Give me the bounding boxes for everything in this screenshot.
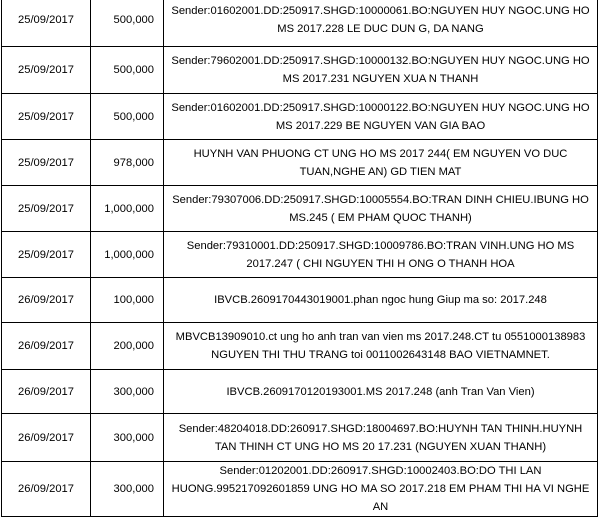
amount-cell: 1,000,000 <box>91 232 164 278</box>
date-cell: 26/09/2017 <box>2 370 91 414</box>
description-cell: Sender:01202001.DD:260917.SHGD:10002403.BO:DO THI LAN HUONG.995217092601859 UNG HO MA SO 2017.218 EM PHAM THI HA VI NGHE AN <box>164 462 598 517</box>
description-cell: HUYNH VAN PHUONG CT UNG HO MS 2017 244( EM NGUYEN VO DUC TUAN,NGHE AN) GD TIEN MAT <box>164 140 598 186</box>
table-row <box>2 186 598 232</box>
amount-cell: 100,000 <box>91 278 164 323</box>
date-cell: 26/09/2017 <box>2 414 91 462</box>
donations-table <box>1 0 598 517</box>
amount-cell: 200,000 <box>91 323 164 370</box>
description-cell: Sender:79602001.DD:250917.SHGD:10000132.BO:NGUYEN HUY NGOC.UNG HO MS 2017.231 NGUYEN XUA N THANH <box>164 47 598 94</box>
amount-cell: 300,000 <box>91 370 164 414</box>
description-cell: Sender:01602001.DD:250917.SHGD:10000122.BO:NGUYEN HUY NGOC.UNG HO MS 2017.229 BE NGUYEN VAN GIA BAO <box>164 94 598 140</box>
table-row <box>2 0 598 47</box>
table-row <box>2 47 598 94</box>
date-cell: 26/09/2017 <box>2 462 91 517</box>
table-row <box>2 462 598 517</box>
table-row <box>2 414 598 462</box>
date-cell: 26/09/2017 <box>2 323 91 370</box>
amount-cell: 500,000 <box>91 47 164 94</box>
description-cell: Sender:01602001.DD:250917.SHGD:10000061.BO:NGUYEN HUY NGOC.UNG HO MS 2017.228 LE DUC DUN G, DA NANG <box>164 0 598 47</box>
date-cell: 25/09/2017 <box>2 140 91 186</box>
description-cell: Sender:79307006.DD:250917.SHGD:10005554.BO:TRAN DINH CHIEU.IBUNG HO MS.245 ( EM PHAM QUOC THANH) <box>164 186 598 232</box>
amount-cell: 500,000 <box>91 0 164 47</box>
table-row <box>2 140 598 186</box>
table-row <box>2 370 598 414</box>
amount-cell: 500,000 <box>91 94 164 140</box>
amount-cell: 1,000,000 <box>91 186 164 232</box>
table-row <box>2 278 598 323</box>
amount-cell: 978,000 <box>91 140 164 186</box>
description-cell: IBVCB.2609170120193001.MS 2017.248 (anh Tran Van Vien) <box>164 370 598 414</box>
table-row <box>2 323 598 370</box>
amount-cell: 300,000 <box>91 462 164 517</box>
description-cell: IBVCB.2609170443019001.phan ngoc hung Giup ma so: 2017.248 <box>164 278 598 323</box>
date-cell: 25/09/2017 <box>2 94 91 140</box>
description-cell: MBVCB13909010.ct ung ho anh tran van vien ms 2017.248.CT tu 0551000138983 NGUYEN THI THU TRANG toi 0011002643148 BAO VIETNAMNET. <box>164 323 598 370</box>
amount-cell: 300,000 <box>91 414 164 462</box>
description-cell: Sender:79310001.DD:250917.SHGD:10009786.BO:TRAN VINH.UNG HO MS 2017.247 ( CHI NGUYEN THI H ONG O THANH HOA <box>164 232 598 278</box>
table-row <box>2 232 598 278</box>
table-row <box>2 94 598 140</box>
date-cell: 25/09/2017 <box>2 232 91 278</box>
description-cell: Sender:48204018.DD:260917.SHGD:18004697.BO:HUYNH TAN THINH.HUYNH TAN THINH CT UNG HO MS 20 17.231 (NGUYEN XUAN THANH) <box>164 414 598 462</box>
date-cell: 25/09/2017 <box>2 0 91 47</box>
date-cell: 25/09/2017 <box>2 186 91 232</box>
date-cell: 25/09/2017 <box>2 47 91 94</box>
date-cell: 26/09/2017 <box>2 278 91 323</box>
